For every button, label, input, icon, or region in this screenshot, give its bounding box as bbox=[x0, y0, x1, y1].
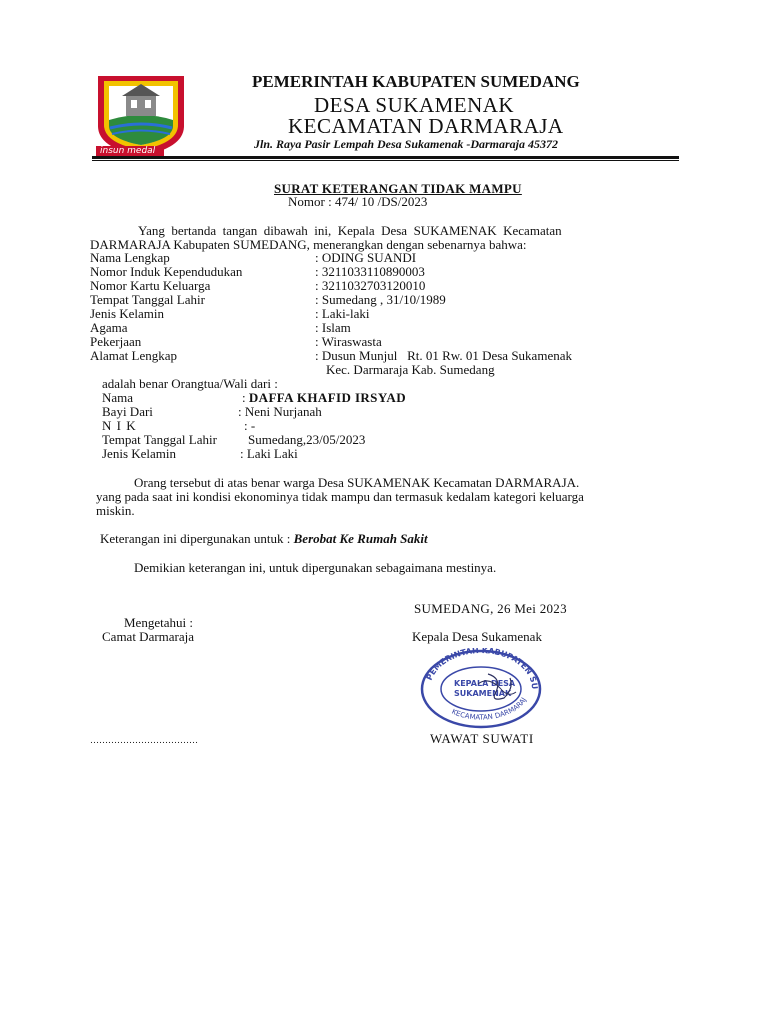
child-name: DAFFA KHAFID IRSYAD bbox=[248, 390, 406, 405]
intro-line-2: DARMARAJA Kabupaten SUMEDANG, menerangkan dengan sebenarnya bahwa: bbox=[90, 237, 527, 252]
header-rule-thin bbox=[92, 160, 679, 161]
person-label: Nomor Kartu Keluarga bbox=[90, 278, 211, 293]
header-village: DESA SUKAMENAK bbox=[314, 93, 515, 117]
person-value: : Laki-laki bbox=[315, 306, 370, 321]
person-label: Jenis Kelamin bbox=[90, 306, 165, 321]
child-value bbox=[242, 391, 406, 405]
child-label: Jenis Kelamin bbox=[102, 446, 177, 461]
child-value: : Laki Laki bbox=[240, 446, 298, 461]
statement-line-3: miskin. bbox=[96, 503, 135, 518]
person-value: : 3211032703120010 bbox=[315, 278, 426, 293]
child-colon: : bbox=[242, 390, 249, 405]
stamp-center-1: KEPALA DESA bbox=[454, 679, 516, 688]
purpose-value: Berobat Ke Rumah Sakit bbox=[293, 531, 428, 546]
person-value: : 3211033110890003 bbox=[315, 264, 425, 279]
person-value: : ODING SUANDI bbox=[315, 250, 417, 265]
child-label: Nama bbox=[102, 390, 134, 405]
child-value: : - bbox=[244, 418, 256, 433]
header-rule-thick bbox=[92, 156, 679, 159]
guardian-intro: adalah benar Orangtua/Wali dari : bbox=[102, 376, 278, 391]
acknowledged-label: Mengetahui : bbox=[124, 615, 193, 630]
logo-banner-text: insun medal bbox=[100, 146, 156, 156]
person-value: : Dusun Munjul Rt. 01 Rw. 01 Desa Sukamenak bbox=[315, 348, 572, 363]
person-value: : Wiraswasta bbox=[315, 334, 382, 349]
person-label: Alamat Lengkap bbox=[90, 348, 177, 363]
person-label: Nama Lengkap bbox=[90, 250, 170, 265]
camat-signature-line: ……………………………… bbox=[90, 735, 198, 745]
person-label: Tempat Tanggal Lahir bbox=[90, 292, 205, 307]
statement-line-1: Orang tersebut di atas benar warga Desa SUKAMENAK Kecamatan DARMARAJA. bbox=[134, 475, 580, 490]
stamp-center-2: SUKAMENAK bbox=[454, 689, 512, 698]
person-label: Pekerjaan bbox=[90, 334, 142, 349]
purpose-line bbox=[100, 532, 428, 546]
village-head-title: Kepala Desa Sukamenak bbox=[412, 629, 542, 644]
person-value: : Islam bbox=[315, 320, 351, 335]
place-date: SUMEDANG, 26 Mei 2023 bbox=[414, 601, 567, 616]
header-district: KECAMATAN DARMARAJA bbox=[288, 114, 564, 138]
camat-title: Camat Darmaraja bbox=[102, 629, 195, 644]
header-government: PEMERINTAH KABUPATEN SUMEDANG bbox=[252, 72, 580, 91]
address-continuation: Kec. Darmaraja Kab. Sumedang bbox=[326, 362, 495, 377]
stamp-ring-top-path: PEMERINTAH KABUPATEN SU bbox=[424, 648, 540, 690]
village-head-name: WAWAT SUWATI bbox=[430, 731, 534, 746]
child-value: : Neni Nurjanah bbox=[238, 404, 322, 419]
person-value: : Sumedang , 31/10/1989 bbox=[315, 292, 446, 307]
village-logo bbox=[92, 70, 190, 162]
purpose-label: Keterangan ini dipergunakan untuk : bbox=[100, 531, 291, 546]
document-number: Nomor : 474/ 10 /DS/2023 bbox=[288, 194, 428, 209]
child-value: Sumedang,23/05/2023 bbox=[248, 432, 366, 447]
person-label: Nomor Induk Kependudukan bbox=[90, 264, 243, 279]
document-title: SURAT KETERANGAN TIDAK MAMPU bbox=[274, 181, 522, 196]
statement-line-2: yang pada saat ini kondisi ekonominya tidak mampu dan termasuk kedalam kategori keluarga bbox=[96, 489, 584, 504]
official-stamp bbox=[418, 648, 544, 730]
child-label: Bayi Dari bbox=[102, 404, 153, 419]
child-label: N I K bbox=[102, 418, 137, 433]
person-label: Agama bbox=[90, 320, 128, 335]
stamp-ring-bottom-path: KECAMATAN DARMARAJ bbox=[450, 696, 529, 722]
header-address: Jln. Raya Pasir Lempah Desa Sukamenak -Darmaraja 45372 bbox=[254, 137, 559, 151]
intro-line-1: Yang bertanda tangan dibawah ini, Kepala Desa SUKAMENAK Kecamatan bbox=[138, 223, 562, 238]
closing-line: Demikian keterangan ini, untuk dipergunakan sebagaimana mestinya. bbox=[134, 560, 497, 575]
child-label: Tempat Tanggal Lahir bbox=[102, 432, 217, 447]
